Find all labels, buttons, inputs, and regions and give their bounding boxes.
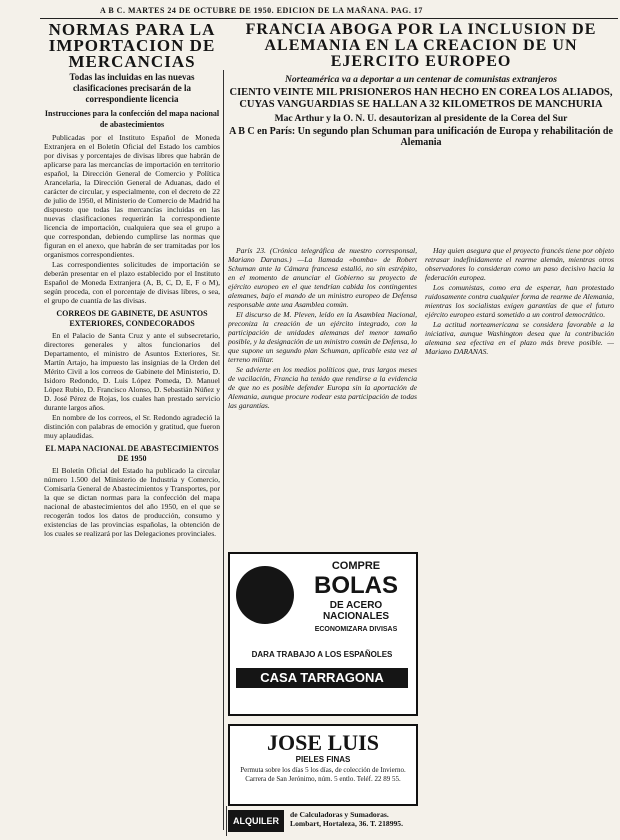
alquiler-text: de Calculadoras y Sumadoras. Lombart, Hortaleza, 36. T. 218995. xyxy=(290,810,403,828)
left-paragraph: En el Palacio de Santa Cruz y ante el subsecretario, directores generales y altos funcionarios del Departamento, el ministro de Asuntos Exteriores, Sr. Martín Artajo, ha impuesto las insignias de la Orden del Mérito Civil a los correos de Gabinete del Ministerio, D. Isidoro Redondo, D. Luis López Pomeda, D. Manuel López Rubio, D. Francisco Alonso, D. Sebastián Núñez y D. José Pérez de Rojas, los cuales han prestado servicio durante largos años. xyxy=(44,331,220,412)
ad-tag: PIELES FINAS xyxy=(295,755,351,764)
article-paragraph: Los comunistas, como era de esperar, han protestado ruidosamente contra cualquier forma de rearme de Alemania, mientras los socialistas exigen garantías de que el futuro ejército europeo estará sometido a un control democrático. xyxy=(425,283,614,319)
ad-line: COMPRE xyxy=(331,560,381,572)
section-correos: CORREOS DE GABINETE, DE ASUNTOS EXTERIORES, CONDECORADOS xyxy=(56,309,208,328)
left-headline: NORMAS PARA LA IMPORTACION DE MERCANCIAS xyxy=(48,20,216,71)
left-paragraph: El Boletín Oficial del Estado ha publicado la circular número 1.500 del Ministerio de Industria y Comercio, Comisaría General de Abastecimientos y Transportes, por la que se dictan normas para la confección del mapa nacional de abastecimientos del año 1950, en el que se recogerán todos los datos de producción, consumo y existencias de las provincias españolas, la obtención de los cuales se realizará por las Delegaciones provinciales. xyxy=(44,466,220,538)
article-paragraph: La actitud norteamericana se considera favorable a la iniciativa, aunque Washington desea que la contribución alemana sea efectiva en el plazo más breve posible. — Mariano DARANAS. xyxy=(425,320,614,356)
ad-line: ECONOMIZARA DIVISAS xyxy=(314,626,398,633)
article-paragraph: Se advierte en los medios políticos que, tras largos meses de vacilación, Francia ha tenido que rendirse a la evidencia de que no es posible defender Europa sin la aportación de Alemania, aunque procure rodear esta participación de todas las garantías. xyxy=(228,365,417,410)
left-paragraph: Publicadas por el Instituto Español de Moneda Extranjera en el Boletín Oficial del Estado los cambios por divisas y porcentajes de divisas libres que habrán de aplicarse para las mercancías de importación en territorio español, la Dirección General de Comercio y Política Arancelaria, la Dirección General de Aduanas, dado el carácter de circular, y especialmente, con el decreto de 22 de julio de 1950, el Ministerio de Comercio de Madrid ha dispuesto que todas las mercancías incluidas en las nuevas clasificaciones requerirán la correspondiente licencia de importación, cualquiera que sea el grupo a que correspondan, debiendo cumplirse las normas que figuran en el anexo, que habrán de ser tramitadas por los organismos correspondientes. xyxy=(44,133,220,259)
article-col-1 xyxy=(228,246,417,546)
left-subhead: Todas las incluidas en las nuevas clasificaciones precisarán de la correspondiente licencia xyxy=(69,72,195,104)
article-col-2 xyxy=(425,246,614,816)
left-column xyxy=(44,20,220,539)
tarragona-banner: CASA TARRAGONA BARNA xyxy=(236,668,408,688)
ad-line: DARA TRABAJO A LOS ESPAÑOLES xyxy=(251,650,393,659)
right-sub4: A B C en París: Un segundo plan Schuman para unificación de Europa y rehabilitación de Alemania xyxy=(229,126,613,148)
right-column xyxy=(228,22,614,148)
ad-line: DE ACERO NACIONALES xyxy=(322,600,390,622)
right-sub3: Mac Arthur y la O. N. U. desautorizan al presidente de la Corea del Sur xyxy=(274,113,568,124)
ad-text: Permuta sobre los días 5 los días, de colección de Invierno. Carrera de San Jerónimo, núm. 5 entlo. Teléf. 22 89 55. xyxy=(240,766,406,783)
joseluis-ad xyxy=(228,724,418,806)
bottom-rule xyxy=(226,806,227,836)
article-paragraph: El discurso de M. Pleven, leído en la Asamblea Nacional, preconiza la creación de un ejército integrado, con la participación de unidades alemanas del menor tamaño posible, y la designación de un ministro común de Defensa, lo que supone un segundo plan Schuman, aplicable esta vez al terreno militar. xyxy=(228,310,417,364)
left-paragraph: En nombre de los correos, el Sr. Redondo agradeció la distinción con palabras de emoción y gratitud, que fueron muy aplaudidas. xyxy=(44,413,220,440)
right-headline: FRANCIA ABOGA POR LA INCLUSION DE ALEMANIA EN LA CREACION DE UN EJERCITO EUROPEO xyxy=(245,21,597,70)
page-header: A B C. MARTES 24 DE OCTUBRE DE 1950. EDICION DE LA MAÑANA. PAG. 17 xyxy=(100,6,423,15)
article-paragraph: París 23. (Crónica telegráfica de nuestro corresponsal, Mariano Daranas.) —La llamada «bomba» de Robert Schuman ante la Cámara francesa estalló, no sin estrépito, en el momento de anunciar el Gobierno su proyecto de ejército europeo en el que tendrían cabida los contingentes alemanes, bajo el mando de un ministro europeo de Defensa responsable ante una Asamblea común. xyxy=(228,246,417,309)
bolas-ad xyxy=(228,552,418,716)
steel-ball-icon xyxy=(236,566,294,624)
right-sub1: Norteamérica va a deportar a un centenar de comunistas extranjeros xyxy=(284,74,558,85)
ad-line: BOLAS xyxy=(314,572,398,599)
alquiler-tag: ALQUILER xyxy=(228,810,284,832)
ad-name: JOSE LUIS xyxy=(267,730,379,755)
section-mapa: EL MAPA NACIONAL DE ABASTECIMIENTOS DE 1950 xyxy=(45,444,219,463)
right-sub2: CIENTO VEINTE MIL PRISIONEROS HAN HECHO EN COREA LOS ALIADOS, CUYAS VANGUARDIAS SE HALLAN A 32 KILOMETROS DE MANCHURIA xyxy=(229,87,613,110)
header-rule xyxy=(40,18,618,19)
left-body xyxy=(44,133,220,305)
left-paragraph: Las correspondientes solicitudes de importación se deberán presentar en el plazo establecido por el Instituto Español de Moneda Extranjera (A, B, C, D, E, F o M), según proceda, con el porcentaje de divisas libres, o sea, el grupo de cuantía de las divisas. xyxy=(44,260,220,305)
left-subhead2: Instrucciones para la confección del mapa nacional de abastecimientos xyxy=(44,109,220,129)
column-divider xyxy=(223,70,224,830)
article-paragraph: Hay quien asegura que el proyecto francés tiene por objeto retrasar indefinidamente el rearme alemán, mientras otros observadores lo consideran como un paso decisivo hacia la federación europea. xyxy=(425,246,614,282)
